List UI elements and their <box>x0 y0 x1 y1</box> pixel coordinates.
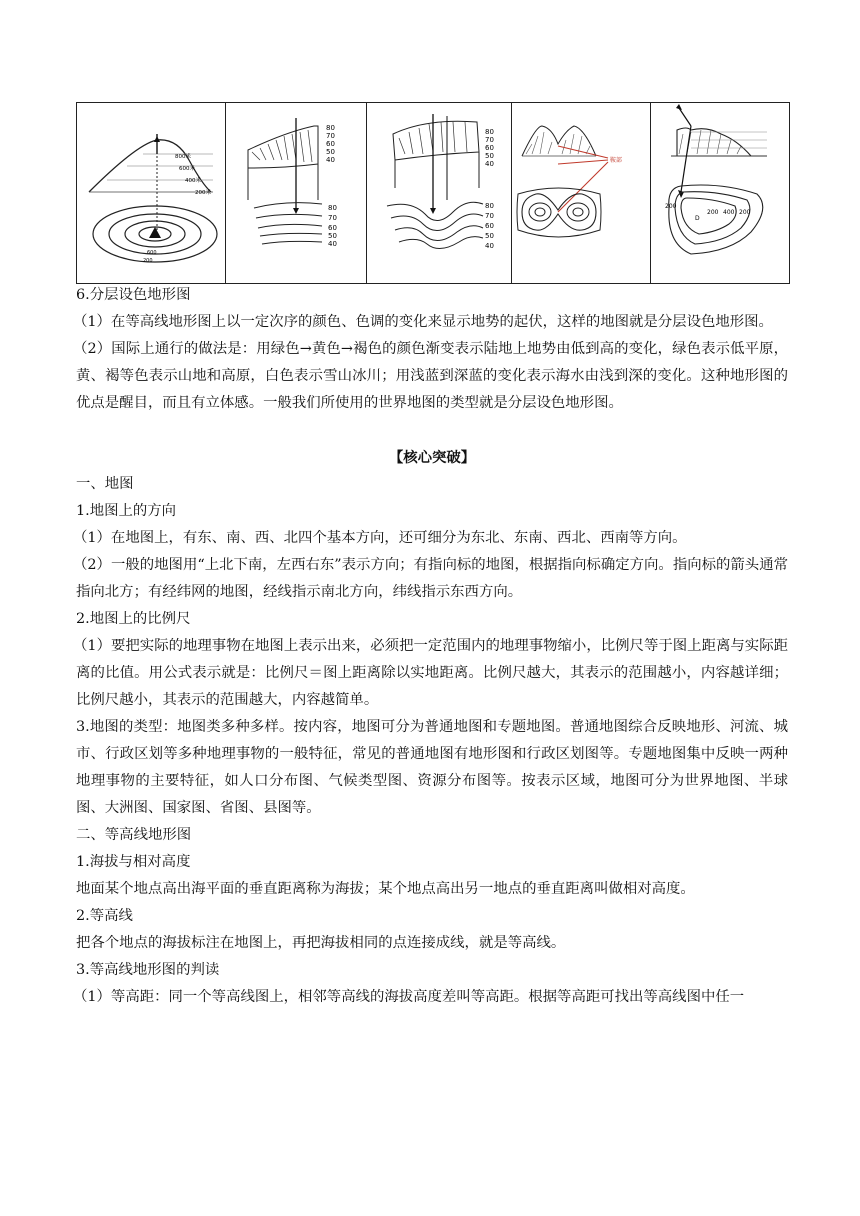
spacer <box>76 417 788 444</box>
figure-steep-gentle-slope <box>226 103 367 284</box>
contour-label: 80 <box>326 124 335 132</box>
section-heading: 1.海拔与相对高度 <box>76 854 191 870</box>
saddle-diagram <box>512 104 650 282</box>
section-heading: 二、等高线地形图 <box>76 827 192 843</box>
contour-label: 70 <box>328 214 337 222</box>
contour-label: 60 <box>326 140 335 148</box>
figure-ridge-valley <box>367 103 512 284</box>
paragraph: 地面某个地点高出海平面的垂直距离称为海拔；某个地点高出另一地点的垂直距离叫做相对高度。 <box>76 881 695 897</box>
contour-label: 50 <box>485 232 494 240</box>
contour-label: 200 <box>707 209 719 216</box>
paragraph: （1）要把实际的地理事物在地图上表示出来，必须把一定范围内的地理事物缩小，比例尺等于图上距离与实际距离的比值。用公式表示就是：比例尺＝图上距离除以实地距离。比例尺越大，其表示的范围越小，内容越详细；比例尺越小，其表示的范围越大，内容越简单。 <box>73 638 788 708</box>
paragraph: （2）一般的地图用“上北下南，左西右东”表示方向；有指向标的地图，根据指向标确定方向。指向标的箭头通常指向北方；有经纬网的地图，经线指示南北方向，纬线指示东西方向。 <box>73 557 788 600</box>
contour-label: 400米 <box>185 178 201 184</box>
paragraph: （1）等高距：同一个等高线图上，相邻等高线的海拔高度差叫等高距。根据等高距可找出等高线图中任一 <box>73 989 745 1005</box>
contour-label: 70 <box>485 212 494 220</box>
contour-label: 40 <box>328 240 337 248</box>
section-heading: 3.等高线地形图的判读 <box>76 962 220 978</box>
document-body <box>73 282 788 1011</box>
paragraph: （1）在地图上，有东、南、西、北四个基本方向，还可细分为东北、东南、西北、西南等方向。 <box>73 530 687 546</box>
contour-label: 600 <box>147 250 157 256</box>
section-heading: 6.分层设色地形图 <box>76 287 191 303</box>
contour-label: 40 <box>326 156 335 164</box>
contour-label: 400 <box>723 209 735 216</box>
section-heading: 2.地图上的比例尺 <box>76 611 191 627</box>
slope-diagram <box>226 104 366 282</box>
saddle-label: 鞍部 <box>610 157 623 164</box>
contour-label: 60 <box>485 222 494 230</box>
contour-label: 800米 <box>175 154 191 160</box>
paragraph: 把各个地点的海拔标注在地图上，再把海拔相同的点连接成线，就是等高线。 <box>76 935 566 951</box>
contour-figure-table <box>76 102 790 284</box>
contour-label: 40 <box>485 242 494 250</box>
core-breakthrough-title: 【核心突破】 <box>388 449 476 466</box>
contour-label: 200 <box>665 203 677 210</box>
ridge-valley-diagram <box>367 104 511 282</box>
contour-label: D <box>695 215 700 222</box>
cliff-diagram <box>651 104 789 282</box>
mountain-peak-diagram <box>77 104 225 282</box>
contour-label: 600米 <box>179 166 195 172</box>
contour-label: 50 <box>328 232 337 240</box>
contour-label: 200米 <box>195 190 211 196</box>
paragraph: （2）国际上通行的做法是：用绿色→黄色→褐色的颜色渐变表示陆地上地势由低到高的变化，绿色表示低平原，黄、褐等色表示山地和高原，白色表示雪山冰川；用浅蓝到深蓝的变化表示海水由浅到深的变化。这种地形图的优点是醒目，而且有立体感。一般我们所使用的世界地图的类型就是分层设色地形图。 <box>73 341 788 411</box>
contour-label: 40 <box>485 160 494 168</box>
contour-label: 60 <box>485 144 494 152</box>
contour-label: 60 <box>328 224 337 232</box>
paragraph: 3.地图的类型：地图类多种多样。按内容，地图可分为普通地图和专题地图。普通地图综合反映地形、河流、城市、行政区划等多种地理事物的一般特征，常见的普通地图有地形图和行政区划图等。专题地图集中反映一两种地理事物的主要特征，如人口分布图、气候类型图、资源分布图等。按表示区域，地图可分为世界地图、半球图、大洲图、国家图、省图、县图等。 <box>76 719 788 816</box>
section-heading: 2.等高线 <box>76 908 133 924</box>
contour-label: 200 <box>739 209 751 216</box>
contour-label: 80 <box>485 202 494 210</box>
contour-label: 70 <box>485 136 494 144</box>
contour-label: 200 <box>143 258 153 264</box>
contour-label: 80 <box>485 128 494 136</box>
figure-cliff <box>651 103 790 284</box>
contour-label: 70 <box>326 132 335 140</box>
paragraph: （1）在等高线地形图上以一定次序的颜色、色调的变化来显示地势的起伏，这样的地图就是分层设色地形图。 <box>73 314 773 330</box>
section-heading: 一、地图 <box>76 476 134 492</box>
contour-label: 80 <box>328 204 337 212</box>
section-heading: 1.地图上的方向 <box>76 503 177 519</box>
contour-label: 50 <box>485 152 494 160</box>
figure-saddle <box>512 103 651 284</box>
contour-label: 50 <box>326 148 335 156</box>
figure-mountain-peak <box>77 103 226 284</box>
